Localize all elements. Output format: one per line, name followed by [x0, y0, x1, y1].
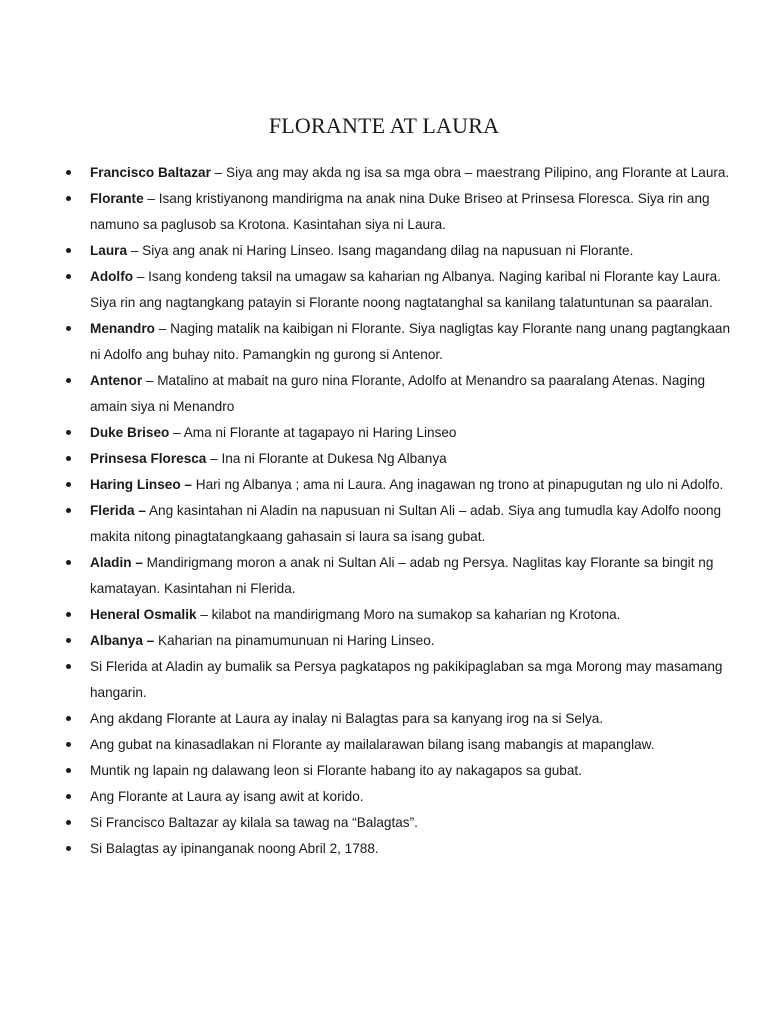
item-text: Si Francisco Baltazar ay kilala sa tawag na “Balagtas”.	[90, 815, 418, 830]
bullet-icon	[66, 196, 71, 201]
list-item	[66, 706, 736, 732]
item-text: Ang akdang Florante at Laura ay inalay ni Balagtas para sa kanyang irog na si Selya.	[90, 711, 604, 726]
item-text: – kilabot na mandirigmang Moro na sumakop sa kaharian ng Krotona.	[196, 607, 621, 622]
item-term: Adolfo	[90, 269, 134, 284]
bullet-icon	[66, 378, 71, 383]
list-item	[66, 732, 736, 758]
bullet-icon	[66, 794, 71, 799]
character-list	[66, 160, 736, 862]
list-item	[66, 602, 736, 628]
item-text: Kaharian na pinamumunuan ni Haring Linseo.	[154, 633, 435, 648]
item-text: Ang kasintahan ni Aladin na napusuan ni Sultan Ali – adab. Siya ang tumudla kay Adolfo noong makita nitong pinagtatangkaang gahasain si laura sa isang gubat.	[90, 503, 722, 544]
item-text: – Isang kristiyanong mandirigma na anak nina Duke Briseo at Prinsesa Floresca. Siya rin ang namuno sa paglusob sa Krotona. Kasintahan siya ni Laura.	[90, 191, 710, 232]
bullet-icon	[66, 508, 71, 513]
item-text: – Ama ni Florante at tagapayo ni Haring Linseo	[169, 425, 457, 440]
item-text: – Siya ang anak ni Haring Linseo. Isang magandang dilag na napusuan ni Florante.	[127, 243, 634, 258]
item-text: Hari ng Albanya ; ama ni Laura. Ang inagawan ng trono at pinapugutan ng ulo ni Adolfo.	[191, 477, 724, 492]
bullet-icon	[66, 274, 71, 279]
item-term: Albanya –	[90, 633, 155, 648]
list-item	[66, 472, 736, 498]
bullet-icon	[66, 820, 71, 825]
item-term: Prinsesa Floresca	[90, 451, 207, 466]
item-text: – Ina ni Florante at Dukesa Ng Albanya	[206, 451, 447, 466]
bullet-icon	[66, 742, 71, 747]
list-item	[66, 498, 736, 550]
item-term: Menandro	[90, 321, 155, 336]
bullet-icon	[66, 846, 71, 851]
bullet-icon	[66, 560, 71, 565]
bullet-icon	[66, 170, 71, 175]
list-item	[66, 550, 736, 602]
list-item	[66, 810, 736, 836]
item-text: – Siya ang may akda ng isa sa mga obra – maestrang Pilipino, ang Florante at Laura.	[210, 165, 730, 180]
list-item	[66, 368, 736, 420]
item-text: Mandirigmang moron a anak ni Sultan Ali – adab ng Persya. Naglitas kay Florante sa bingit ng kamatayan. Kasintahan ni Flerida.	[90, 555, 714, 596]
item-term: Duke Briseo	[90, 425, 170, 440]
list-item	[66, 836, 736, 862]
list-item	[66, 264, 736, 316]
item-text: Ang Florante at Laura ay isang awit at korido.	[90, 789, 364, 804]
list-item	[66, 186, 736, 238]
item-text: – Isang kondeng taksil na umagaw sa kaharian ng Albanya. Naging karibal ni Florante kay Laura. Siya rin ang nagtangkang patayin si Florante noong nagtatanghal sa kanilang talatuntunan sa paaralan.	[90, 269, 721, 310]
item-term: Heneral Osmalik	[90, 607, 197, 622]
item-text: – Matalino at mabait na guro nina Florante, Adolfo at Menandro sa paaralang Atenas. Naging amain siya ni Menandro	[90, 373, 706, 414]
item-term: Laura	[90, 243, 128, 258]
bullet-icon	[66, 248, 71, 253]
bullet-icon	[66, 768, 71, 773]
bullet-icon	[66, 430, 71, 435]
bullet-icon	[66, 456, 71, 461]
list-item	[66, 784, 736, 810]
list-item	[66, 316, 736, 368]
list-item	[66, 654, 736, 706]
document-title: FLORANTE AT LAURA	[268, 113, 500, 138]
bullet-icon	[66, 326, 71, 331]
list-item	[66, 420, 736, 446]
item-text: Si Balagtas ay ipinanganak noong Abril 2, 1788.	[90, 841, 379, 856]
list-item	[66, 446, 736, 472]
item-text: – Naging matalik na kaibigan ni Florante. Siya nagligtas kay Florante nang unang pagtangkaan ni Adolfo ang buhay nito. Pamangkin ng gurong si Antenor.	[90, 321, 731, 362]
list-item	[66, 238, 736, 264]
item-text: Ang gubat na kinasadlakan ni Florante ay mailalarawan bilang isang mabangis at mapanglaw.	[90, 737, 655, 752]
list-item	[66, 758, 736, 784]
item-term: Haring Linseo –	[90, 477, 192, 492]
bullet-icon	[66, 612, 71, 617]
item-term: Francisco Baltazar	[90, 165, 211, 180]
bullet-icon	[66, 716, 71, 721]
item-text: Si Flerida at Aladin ay bumalik sa Persya pagkatapos ng pakikipaglaban sa mga Morong may masamang hangarin.	[90, 659, 723, 700]
bullet-icon	[66, 638, 71, 643]
list-item	[66, 160, 736, 186]
item-term: Antenor	[90, 373, 143, 388]
list-item	[66, 628, 736, 654]
item-term: Aladin –	[90, 555, 143, 570]
item-text: Muntik ng lapain ng dalawang leon si Florante habang ito ay nakagapos sa gubat.	[90, 763, 582, 778]
bullet-icon	[66, 482, 71, 487]
item-term: Flerida –	[90, 503, 146, 518]
bullet-icon	[66, 664, 71, 669]
item-term: Florante	[90, 191, 144, 206]
